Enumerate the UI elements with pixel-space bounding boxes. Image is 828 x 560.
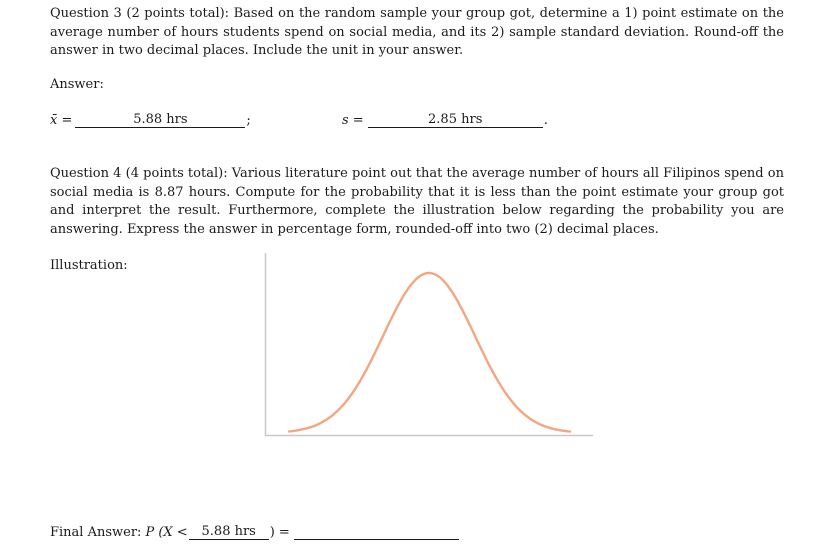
- sample-mean-value[interactable]: 5.88 hrs: [75, 112, 245, 128]
- probability-expression-close: ) =: [269, 525, 290, 540]
- xbar-symbol: x̄ =: [50, 113, 73, 128]
- s-symbol: s =: [342, 113, 364, 128]
- question-4-text: Question 4 (4 points total): Various literature point out that the average number of hours all Filipinos spend on social media is 8.87 hours. Compute for the probability that it is less than the point estimate your group got and interpret the result. Furthermore, complete the illustration below regarding the probability you are answering. Express the answer in percentage form, rounded-off into two (2) decimal places.: [50, 166, 784, 237]
- sample-sd-field: [342, 112, 548, 128]
- final-answer-result-blank[interactable]: [294, 524, 459, 540]
- question-3-text: Question 3 (2 points total): Based on the random sample your group got, determine a 1) point estimate on the average number of hours students spend on social media, and its 2) sample standard deviation. Round-off the answer in two decimal places. Include the unit in your answer.: [50, 6, 784, 58]
- answer-label: Answer:: [50, 77, 104, 92]
- s-trailing-punct: .: [543, 113, 548, 128]
- sample-sd-value[interactable]: 2.85 hrs: [368, 112, 543, 128]
- sample-mean-field: [50, 112, 251, 128]
- final-answer-row: [50, 524, 459, 540]
- illustration-label: Illustration:: [50, 258, 128, 273]
- bell-curve: [289, 273, 570, 432]
- normal-curve-illustration: [262, 253, 598, 443]
- final-answer-label: Final Answer:: [50, 525, 142, 540]
- final-answer-value[interactable]: 5.88 hrs: [189, 524, 269, 540]
- probability-expression-open: P (X <: [145, 525, 188, 540]
- xbar-trailing-punct: ;: [246, 113, 251, 128]
